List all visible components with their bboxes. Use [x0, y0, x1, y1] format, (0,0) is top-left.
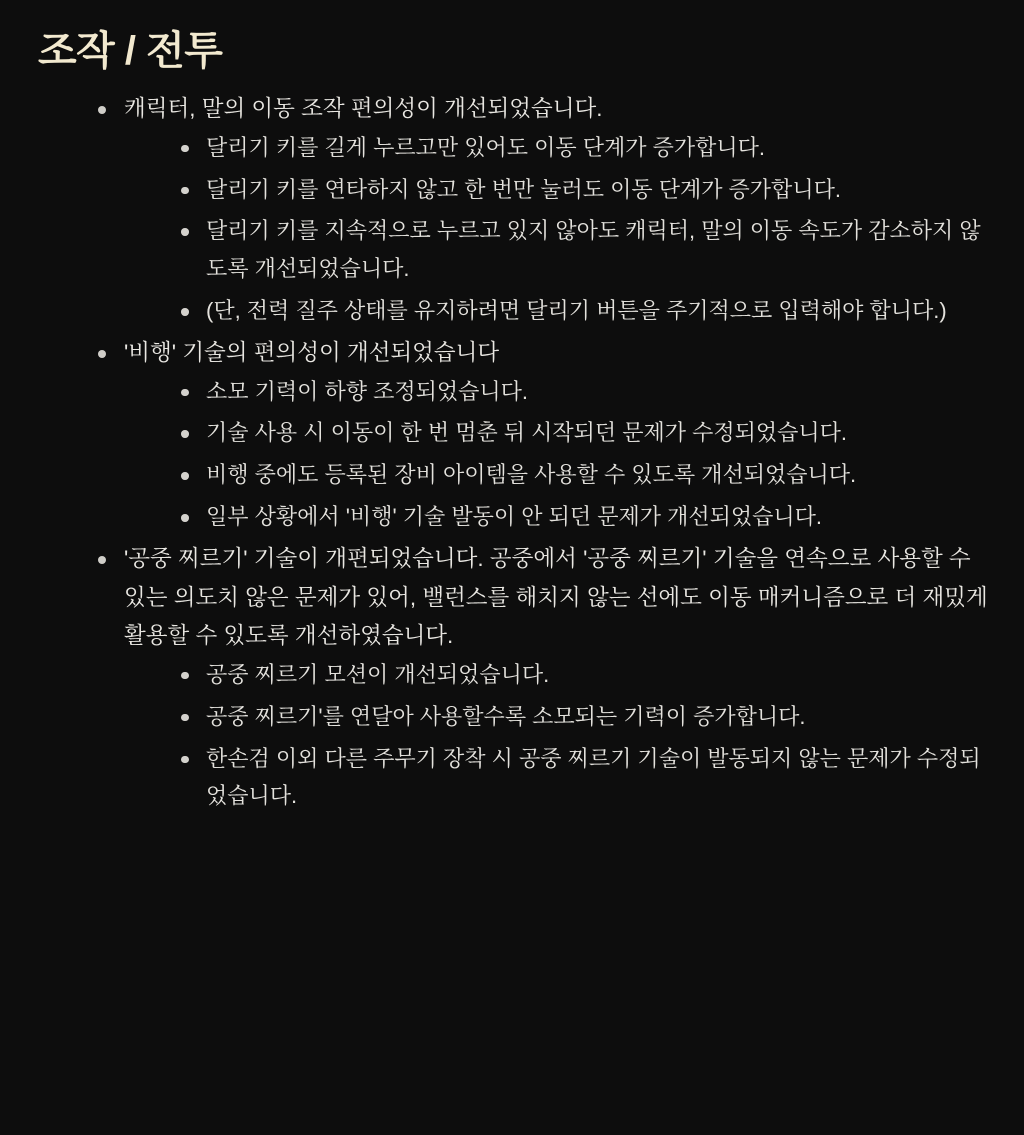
- list-item: [172, 414, 990, 452]
- sub-list: [124, 373, 990, 536]
- sub-list: [124, 129, 990, 330]
- page-title: 조작 / 전투: [38, 29, 223, 73]
- patch-notes-list: [34, 90, 990, 815]
- list-item-text: '공중 찌르기' 기술이 개편되었습니다. 공중에서 '공중 찌르기' 기술을 연속으로 사용할 수 있는 의도치 않은 문제가 있어, 밸런스를 해치지 않는 선에도 이동 매커니즘으로 더 재밌게 활용할 수 있도록 개선하였습니다.: [124, 545, 988, 649]
- list-item-text: 달리기 키를 길게 누르고만 있어도 이동 단계가 증가합니다.: [206, 134, 765, 160]
- list-item: [90, 90, 990, 330]
- list-item: [172, 212, 990, 288]
- list-item: [172, 656, 990, 694]
- list-item-text: (단, 전력 질주 상태를 유지하려면 달리기 버튼을 주기적으로 입력해야 합니다.): [206, 298, 947, 323]
- list-item: [90, 334, 990, 536]
- list-item-text: 캐릭터, 말의 이동 조작 편의성이 개선되었습니다.: [124, 96, 603, 121]
- list-item-text: 달리기 키를 연타하지 않고 한 번만 눌러도 이동 단계가 증가합니다.: [206, 176, 841, 202]
- list-item: [172, 498, 990, 536]
- list-item-text: 기술 사용 시 이동이 한 번 멈춘 뒤 시작되던 문제가 수정되었습니다.: [206, 420, 848, 446]
- list-item: [172, 740, 990, 816]
- list-item: [172, 698, 990, 736]
- list-item: [172, 292, 990, 330]
- list-item: [172, 171, 990, 209]
- list-item: [172, 456, 990, 494]
- list-item-text: 한손검 이외 다른 주무기 장착 시 공중 찌르기 기술이 발동되지 않는 문제가 수정되었습니다.: [206, 745, 981, 809]
- list-item: [90, 540, 990, 815]
- list-item: [172, 129, 990, 167]
- list-item-text: 공중 찌르기 모션이 개선되었습니다.: [206, 661, 550, 687]
- list-item-text: 공중 찌르기'를 연달아 사용할수록 소모되는 기력이 증가합니다.: [206, 703, 806, 729]
- list-item-text: 일부 상황에서 '비행' 기술 발동이 안 되던 문제가 개선되었습니다.: [206, 504, 822, 529]
- list-item: [172, 373, 990, 411]
- list-item-text: 소모 기력이 하향 조정되었습니다.: [206, 378, 528, 404]
- sub-list: [124, 656, 990, 815]
- list-item-text: 비행 중에도 등록된 장비 아이템을 사용할 수 있도록 개선되었습니다.: [206, 462, 857, 488]
- list-item-text: '비행' 기술의 편의성이 개선되었습니다: [124, 339, 500, 365]
- list-item-text: 달리기 키를 지속적으로 누르고 있지 않아도 캐릭터, 말의 이동 속도가 감소하지 않도록 개선되었습니다.: [206, 218, 981, 282]
